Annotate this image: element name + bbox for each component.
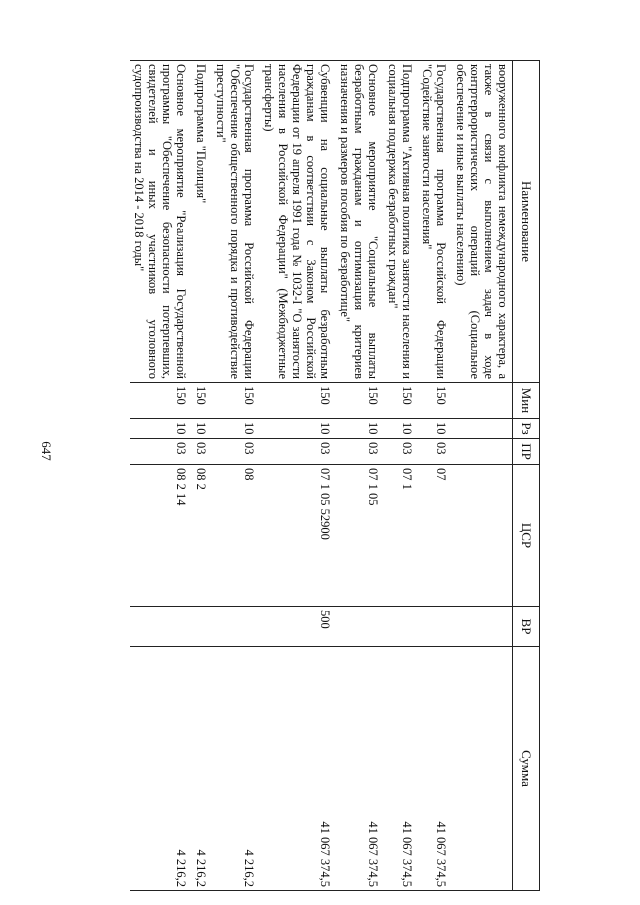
row-sum bbox=[452, 647, 513, 891]
row-sum: 4 216,2 bbox=[130, 647, 192, 891]
row-rz: 10 bbox=[260, 419, 336, 439]
row-rz: 10 bbox=[130, 419, 192, 439]
row-csr bbox=[452, 465, 513, 607]
row-min: 150 bbox=[130, 383, 192, 419]
row-name: Подпрограмма "Активная политика занятости населения и социальная поддержка безработных граждан" bbox=[384, 61, 418, 383]
table-row bbox=[418, 61, 452, 891]
row-pr: 03 bbox=[336, 439, 384, 465]
row-csr: 07 1 bbox=[384, 465, 418, 607]
row-sum: 41 067 374,5 bbox=[336, 647, 384, 891]
header-pr: ПР bbox=[513, 439, 540, 465]
row-min: 150 bbox=[192, 383, 212, 419]
header-rz: Рз bbox=[513, 419, 540, 439]
row-name: Подпрограмма "Полиция" bbox=[192, 61, 212, 383]
row-pr: 03 bbox=[130, 439, 192, 465]
table-row bbox=[260, 61, 336, 891]
row-pr bbox=[452, 439, 513, 465]
row-pr: 03 bbox=[212, 439, 260, 465]
row-vr bbox=[418, 607, 452, 647]
row-name: Основное мероприятие "Социальные выплаты безработным гражданам и оптимизация критериев назначения и размеров пособия по безработице" bbox=[336, 61, 384, 383]
row-rz: 10 bbox=[336, 419, 384, 439]
row-vr bbox=[452, 607, 513, 647]
header-name: Наименование bbox=[513, 61, 540, 383]
row-name: Государственная программа Российской Федерации "Содействие занятости населения" bbox=[418, 61, 452, 383]
row-sum: 41 067 374,5 bbox=[418, 647, 452, 891]
header-sum: Сумма bbox=[513, 647, 540, 891]
row-name: вооруженного конфликта немеждународного характера, а также в связи с выполнением задач в ходе контртеррористических операций (Социальное обеспечение и иные выплаты населению) bbox=[452, 61, 513, 383]
row-rz: 10 bbox=[384, 419, 418, 439]
table-header-row bbox=[513, 61, 540, 891]
row-pr: 03 bbox=[384, 439, 418, 465]
table-row bbox=[384, 61, 418, 891]
row-vr: 500 bbox=[260, 607, 336, 647]
row-vr bbox=[192, 607, 212, 647]
row-sum: 41 067 374,5 bbox=[384, 647, 418, 891]
row-csr: 08 bbox=[212, 465, 260, 607]
row-pr: 03 bbox=[192, 439, 212, 465]
row-vr bbox=[384, 607, 418, 647]
row-pr: 03 bbox=[418, 439, 452, 465]
row-rz: 10 bbox=[212, 419, 260, 439]
budget-table bbox=[130, 60, 540, 891]
row-min: 150 bbox=[336, 383, 384, 419]
row-csr: 07 bbox=[418, 465, 452, 607]
header-min: Мин bbox=[513, 383, 540, 419]
row-pr: 03 bbox=[260, 439, 336, 465]
row-csr: 08 2 bbox=[192, 465, 212, 607]
table-row bbox=[130, 61, 192, 891]
header-csr: ЦСР bbox=[513, 465, 540, 607]
row-csr: 07 1 05 52900 bbox=[260, 465, 336, 607]
row-min: 150 bbox=[212, 383, 260, 419]
row-rz bbox=[452, 419, 513, 439]
row-vr bbox=[130, 607, 192, 647]
table-row bbox=[452, 61, 513, 891]
row-name: Государственная программа Российской Федерации "Обеспечение общественного порядка и противодействие преступности" bbox=[212, 61, 260, 383]
row-sum: 4 216,2 bbox=[192, 647, 212, 891]
row-csr: 08 2 14 bbox=[130, 465, 192, 607]
table-row bbox=[192, 61, 212, 891]
row-csr: 07 1 05 bbox=[336, 465, 384, 607]
row-vr bbox=[212, 607, 260, 647]
header-vr: ВР bbox=[513, 607, 540, 647]
row-min: 150 bbox=[418, 383, 452, 419]
table-row bbox=[336, 61, 384, 891]
rotated-budget-table bbox=[80, 60, 540, 890]
row-min: 150 bbox=[384, 383, 418, 419]
row-rz: 10 bbox=[418, 419, 452, 439]
row-name: Субвенции на социальные выплаты безработным гражданам в соответствии с Законом Российской Федерации от 19 апреля 1991 года № 1032-I "О занятости населения в Российской Федерации" (Межбюджетные трансферты) bbox=[260, 61, 336, 383]
row-sum: 41 067 374,5 bbox=[260, 647, 336, 891]
table-row bbox=[212, 61, 260, 891]
page-number: 647 bbox=[39, 441, 54, 461]
row-sum: 4 216,2 bbox=[212, 647, 260, 891]
row-rz: 10 bbox=[192, 419, 212, 439]
row-min: 150 bbox=[260, 383, 336, 419]
row-min bbox=[452, 383, 513, 419]
row-vr bbox=[336, 607, 384, 647]
row-name: Основное мероприятие "Реализация Государственной программы "Обеспечение безопасности потерпевших, свидетелей и иных участников уголовного судопроизводства на 2014 - 2018 годы" bbox=[130, 61, 192, 383]
